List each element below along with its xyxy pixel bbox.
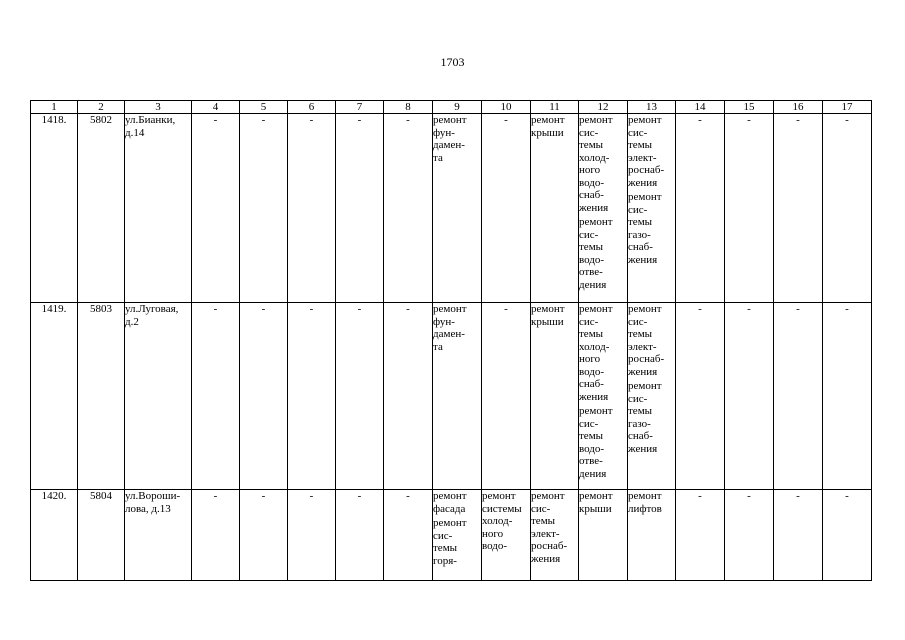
header-row: [31, 101, 872, 114]
work-line: роснаб-: [628, 353, 665, 365]
dash-cell: -: [192, 490, 240, 581]
work-cell: [531, 303, 579, 490]
row-code: 5804: [78, 490, 125, 581]
work-item: [433, 114, 481, 164]
work-cell: [628, 303, 676, 490]
work-cell: [531, 490, 579, 581]
work-line: отве-: [579, 266, 603, 278]
work-item: [628, 380, 675, 455]
work-item: [579, 114, 627, 214]
work-cell: [579, 490, 628, 581]
work-line: холод-: [579, 340, 610, 353]
work-line: сис-: [628, 392, 648, 405]
work-item: [482, 490, 530, 553]
work-line: сис-: [579, 417, 599, 430]
header-cell: 14: [676, 101, 725, 114]
header-cell: 4: [192, 101, 240, 114]
row-number: 1419.: [31, 303, 78, 490]
work-item: [628, 303, 675, 378]
work-line: ремонт: [531, 490, 565, 502]
work-line: сис-: [628, 126, 648, 139]
row-number: 1418.: [31, 114, 78, 303]
work-line: та: [433, 151, 443, 164]
table-row: [31, 303, 872, 490]
work-line: крыши: [531, 315, 564, 328]
work-line: жения: [531, 552, 561, 565]
work-cell: [433, 303, 482, 490]
work-line: ремонт: [579, 490, 613, 502]
dash-cell: -: [336, 114, 384, 303]
row-number: 1420.: [31, 490, 78, 581]
work-line: фун-: [433, 126, 455, 139]
work-line: ного: [579, 164, 601, 176]
work-line: водо-: [579, 365, 605, 378]
dash-cell: -: [774, 303, 823, 490]
dash-cell: -: [240, 490, 288, 581]
dash-cell: -: [676, 490, 725, 581]
header-cell: 16: [774, 101, 823, 114]
work-line: водо-: [579, 176, 605, 189]
dash-cell: -: [725, 490, 774, 581]
work-line: горя-: [433, 554, 457, 567]
dash-cell: -: [240, 114, 288, 303]
dash-cell: -: [482, 303, 531, 490]
work-line: ремонт: [482, 490, 516, 502]
work-line: темы: [628, 216, 653, 228]
work-item: [628, 490, 675, 515]
header-cell: 6: [288, 101, 336, 114]
work-line: системы: [482, 502, 522, 515]
work-line: снаб-: [579, 378, 604, 390]
work-line: темы: [579, 139, 604, 151]
work-line: ремонт: [628, 191, 662, 203]
header-cell: 3: [125, 101, 192, 114]
work-line: роснаб-: [531, 540, 568, 552]
work-item: [531, 303, 578, 328]
work-line: жения: [628, 442, 658, 455]
work-line: темы: [579, 430, 604, 442]
dash-cell: -: [774, 114, 823, 303]
dash-cell: -: [774, 490, 823, 581]
dash-cell: -: [288, 490, 336, 581]
dash-cell: -: [725, 114, 774, 303]
work-line: темы: [579, 328, 604, 340]
work-line: темы: [579, 241, 604, 253]
dash-cell: -: [384, 303, 433, 490]
work-cell: [628, 490, 676, 581]
work-line: ремонт: [579, 405, 613, 417]
header-cell: 2: [78, 101, 125, 114]
work-line: фасада: [433, 502, 466, 515]
header-cell: 9: [433, 101, 482, 114]
work-item: [433, 517, 481, 567]
work-line: дения: [579, 467, 607, 480]
work-line: водо-: [482, 540, 508, 552]
work-line: крыши: [579, 502, 612, 515]
work-item: [433, 490, 481, 515]
work-item: [579, 303, 627, 403]
work-line: снаб-: [628, 430, 653, 442]
work-line: ремонт: [433, 490, 467, 502]
dash-cell: -: [288, 114, 336, 303]
header-cell: 1: [31, 101, 78, 114]
work-line: крыши: [531, 126, 564, 139]
work-line: элект-: [628, 340, 657, 353]
dash-cell: -: [192, 303, 240, 490]
work-line: сис-: [579, 228, 599, 241]
row-address: [125, 303, 192, 490]
address-line: ул.Луговая,: [125, 303, 179, 315]
dash-cell: -: [384, 490, 433, 581]
work-line: снаб-: [628, 241, 653, 253]
work-line: сис-: [628, 315, 648, 328]
work-item: [628, 191, 675, 266]
work-line: сис-: [579, 315, 599, 328]
header-cell: 5: [240, 101, 288, 114]
work-line: жения: [579, 390, 609, 403]
work-line: дамен-: [433, 139, 465, 151]
work-item: [579, 216, 627, 291]
table-row: [31, 114, 872, 303]
work-line: сис-: [531, 502, 551, 515]
work-cell: [628, 114, 676, 303]
work-line: сис-: [579, 126, 599, 139]
work-line: ного: [579, 353, 601, 365]
work-line: ремонт: [531, 303, 565, 315]
work-line: элект-: [531, 527, 560, 540]
dash-cell: -: [384, 114, 433, 303]
work-cell: [433, 490, 482, 581]
row-code: 5803: [78, 303, 125, 490]
header-cell: 13: [628, 101, 676, 114]
work-cell: [433, 114, 482, 303]
dash-cell: -: [725, 303, 774, 490]
work-line: сис-: [628, 203, 648, 216]
work-item: [628, 114, 675, 189]
work-line: жения: [628, 176, 658, 189]
work-line: ремонт: [433, 517, 467, 529]
header-cell: 10: [482, 101, 531, 114]
address-line: ул.Бианки,: [125, 114, 176, 126]
work-line: жения: [579, 201, 609, 214]
work-line: ремонт: [628, 380, 662, 392]
work-cell: [579, 303, 628, 490]
address-line: д.14: [125, 126, 145, 139]
work-line: газо-: [628, 417, 651, 430]
work-line: элект-: [628, 151, 657, 164]
work-cell: [579, 114, 628, 303]
header-cell: 7: [336, 101, 384, 114]
work-line: снаб-: [579, 189, 604, 201]
dash-cell: -: [676, 114, 725, 303]
work-line: сис-: [433, 529, 453, 542]
work-line: темы: [531, 515, 556, 527]
work-line: газо-: [628, 228, 651, 241]
dash-cell: -: [240, 303, 288, 490]
dash-cell: -: [336, 490, 384, 581]
work-line: дения: [579, 278, 607, 291]
dash-cell: -: [288, 303, 336, 490]
work-line: та: [433, 340, 443, 353]
header-cell: 11: [531, 101, 579, 114]
dash-cell: -: [192, 114, 240, 303]
work-cell: [531, 114, 579, 303]
work-line: ремонт: [433, 303, 467, 315]
work-cell: [482, 490, 531, 581]
page-number: 1703: [440, 55, 465, 69]
work-line: холод-: [579, 151, 610, 164]
work-line: ремонт: [531, 114, 565, 126]
row-address: [125, 490, 192, 581]
address-line: д.2: [125, 315, 139, 328]
dash-cell: -: [676, 303, 725, 490]
work-line: водо-: [579, 442, 605, 455]
work-line: ремонт: [433, 114, 467, 126]
work-line: темы: [433, 542, 458, 554]
work-line: ного: [482, 527, 504, 540]
work-item: [531, 490, 578, 565]
dash-cell: -: [823, 303, 872, 490]
address-line: ул.Вороши-: [125, 490, 181, 502]
work-line: холод-: [482, 515, 513, 527]
work-line: дамен-: [433, 328, 465, 340]
work-line: ремонт: [579, 114, 613, 126]
work-line: жения: [628, 365, 658, 378]
work-line: темы: [628, 405, 653, 417]
work-line: ремонт: [628, 303, 662, 315]
work-line: ремонт: [579, 303, 613, 315]
work-line: темы: [628, 139, 653, 151]
table-row: [31, 490, 872, 581]
work-line: жения: [628, 253, 658, 266]
register-table: [30, 100, 872, 581]
dash-cell: -: [823, 114, 872, 303]
work-item: [579, 490, 627, 515]
header-cell: 15: [725, 101, 774, 114]
work-line: водо-: [579, 253, 605, 266]
dash-cell: -: [336, 303, 384, 490]
work-item: [579, 405, 627, 480]
work-line: темы: [628, 328, 653, 340]
work-line: фун-: [433, 315, 455, 328]
work-item: [531, 114, 578, 139]
work-line: отве-: [579, 455, 603, 467]
work-line: ремонт: [628, 114, 662, 126]
dash-cell: -: [482, 114, 531, 303]
dash-cell: -: [823, 490, 872, 581]
address-line: лова, д.13: [125, 502, 171, 515]
header-cell: 12: [579, 101, 628, 114]
row-address: [125, 114, 192, 303]
work-line: роснаб-: [628, 164, 665, 176]
work-line: ремонт: [628, 490, 662, 502]
header-cell: 17: [823, 101, 872, 114]
header-cell: 8: [384, 101, 433, 114]
row-code: 5802: [78, 114, 125, 303]
work-item: [433, 303, 481, 353]
work-line: лифтов: [628, 502, 662, 515]
work-line: ремонт: [579, 216, 613, 228]
